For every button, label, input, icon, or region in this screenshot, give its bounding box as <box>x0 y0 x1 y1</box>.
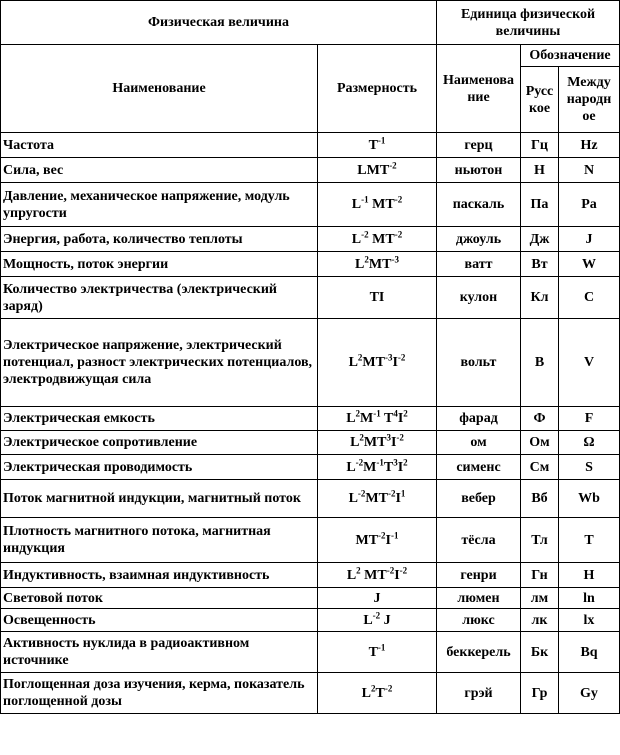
table-row <box>1 632 620 673</box>
dimension-formula <box>318 133 437 158</box>
table-row <box>1 431 620 455</box>
header-international: Между народн ое <box>559 67 620 133</box>
table-row <box>1 455 620 480</box>
dimension-base: I <box>397 459 404 475</box>
dimension-exponent: -3 <box>391 253 399 264</box>
unit-name: люмен <box>437 588 521 609</box>
table-row <box>1 252 620 277</box>
dimension-exponent: 2 <box>359 432 364 443</box>
international-symbol: Pa <box>559 183 620 227</box>
dimension-exponent: -2 <box>386 564 395 575</box>
international-symbol: N <box>559 158 620 183</box>
dimension-formula <box>318 588 437 609</box>
dimension-base: T <box>368 137 378 153</box>
dimension-base: T <box>375 685 385 701</box>
dimension-base: L <box>348 491 358 506</box>
dimension-base: MT <box>365 491 388 506</box>
table-row <box>1 319 620 407</box>
quantity-name: Электрическое напряжение, электрический потенциал, разност электрических потенциалов, электродвижущая сила <box>1 319 318 407</box>
dimension-exponent: 1 <box>400 488 406 499</box>
unit-name: джоуль <box>437 227 521 252</box>
russian-symbol: Вт <box>521 252 559 277</box>
international-symbol: ln <box>559 588 620 609</box>
dimension-formula <box>318 673 437 714</box>
dimension-exponent: -2 <box>387 488 396 499</box>
dimension-exponent: -2 <box>384 682 393 693</box>
russian-symbol: Н <box>521 158 559 183</box>
dimension-exponent: 2 <box>355 408 361 419</box>
dimension-exponent: -2 <box>389 159 397 170</box>
quantity-name: Активность нуклида в радиоактивном источнике <box>1 632 318 673</box>
dimension-exponent: 2 <box>403 408 408 419</box>
dimension-base: LMT <box>357 162 390 178</box>
russian-symbol: Дж <box>521 227 559 252</box>
unit-name: вебер <box>437 480 521 518</box>
international-symbol: Bq <box>559 632 620 673</box>
dimension-base: MT <box>368 256 392 272</box>
international-symbol: F <box>559 407 620 431</box>
dimension-base: L <box>348 355 358 370</box>
international-symbol: W <box>559 252 620 277</box>
dimension-base: T <box>368 644 378 660</box>
dimension-formula <box>318 480 437 518</box>
dimension-exponent: -2 <box>394 194 403 205</box>
table-row <box>1 133 620 158</box>
quantity-name: Энергия, работа, количество теплоты <box>1 227 318 252</box>
dimension-formula <box>318 431 437 455</box>
international-symbol: lx <box>559 609 620 632</box>
dimension-formula <box>318 518 437 563</box>
dimension-base: MT <box>368 197 395 212</box>
dimension-base: I <box>390 435 397 450</box>
russian-symbol: Гр <box>521 673 559 714</box>
dimension-base: I <box>392 355 398 370</box>
russian-symbol: лк <box>521 609 559 632</box>
quantity-name: Поток магнитной индукции, магнитный поток <box>1 480 318 518</box>
dimension-formula <box>318 455 437 480</box>
dimension-base: L <box>350 435 360 450</box>
dimension-formula <box>318 277 437 319</box>
russian-symbol: Вб <box>521 480 559 518</box>
unit-name: сименс <box>437 455 521 480</box>
russian-symbol: Тл <box>521 518 559 563</box>
international-symbol: Hz <box>559 133 620 158</box>
unit-name: люкс <box>437 609 521 632</box>
header-name: Наименование <box>1 45 318 133</box>
table-row <box>1 407 620 431</box>
international-symbol: S <box>559 455 620 480</box>
quantity-name: Мощность, поток энергии <box>1 252 318 277</box>
dimension-base: MT <box>362 355 385 370</box>
dimension-exponent: -2 <box>361 228 369 239</box>
dimension-exponent: -2 <box>357 488 366 499</box>
dimension-base: MT <box>360 567 387 583</box>
quantity-name: Электрическое сопротивление <box>1 431 318 455</box>
dimension-base: T <box>383 459 394 475</box>
table-row <box>1 588 620 609</box>
dimension-exponent: 3 <box>393 456 398 467</box>
unit-name: тёсла <box>437 518 521 563</box>
dimension-base: M <box>363 459 377 475</box>
dimension-exponent: -2 <box>394 228 403 239</box>
table-body <box>1 133 620 714</box>
dimension-exponent: 4 <box>393 408 398 419</box>
dimension-base: L <box>351 197 362 212</box>
dimension-base: L <box>346 567 357 583</box>
russian-symbol: лм <box>521 588 559 609</box>
dimension-base: MT <box>368 231 395 247</box>
dimension-base: L <box>361 685 371 701</box>
table-row <box>1 518 620 563</box>
unit-name: паскаль <box>437 183 521 227</box>
dimension-base: M <box>360 411 374 426</box>
dimension-exponent: 2 <box>403 456 408 467</box>
dimension-formula <box>318 407 437 431</box>
dimension-exponent: -1 <box>361 194 369 205</box>
quantity-name: Сила, вес <box>1 158 318 183</box>
dimension-exponent: -3 <box>384 352 393 363</box>
russian-symbol: Бк <box>521 632 559 673</box>
dimension-formula <box>318 158 437 183</box>
dimension-base: I <box>397 411 404 426</box>
dimension-exponent: -2 <box>372 609 381 620</box>
table-row <box>1 563 620 588</box>
dimension-base: J <box>373 590 381 606</box>
dimension-exponent: 2 <box>364 253 369 264</box>
international-symbol: H <box>559 563 620 588</box>
dimension-base: I <box>394 567 400 583</box>
russian-symbol: См <box>521 455 559 480</box>
header-dimension: Размерность <box>318 45 437 133</box>
quantity-name: Поглощенная доза изучения, керма, показатель поглощенной дозы <box>1 673 318 714</box>
russian-symbol: Гц <box>521 133 559 158</box>
international-symbol: Wb <box>559 480 620 518</box>
dimension-exponent: -1 <box>376 456 384 467</box>
quantity-name: Световой поток <box>1 588 318 609</box>
unit-name: ом <box>437 431 521 455</box>
unit-name: беккерель <box>437 632 521 673</box>
dimension-base: L <box>351 231 362 247</box>
dimension-formula <box>318 183 437 227</box>
dimension-exponent: 3 <box>386 432 391 443</box>
header-unit-name: Наименова ние <box>437 45 521 133</box>
unit-name: ватт <box>437 252 521 277</box>
international-symbol: C <box>559 277 620 319</box>
russian-symbol: Кл <box>521 277 559 319</box>
header-russian: Русс кое <box>521 67 559 133</box>
international-symbol: V <box>559 319 620 407</box>
unit-name: грэй <box>437 673 521 714</box>
dimension-formula <box>318 319 437 407</box>
international-symbol: Ω <box>559 431 620 455</box>
dimension-formula <box>318 632 437 673</box>
table-row <box>1 158 620 183</box>
table-row <box>1 673 620 714</box>
dimension-exponent: -2 <box>399 564 408 575</box>
international-symbol: T <box>559 518 620 563</box>
dimension-formula <box>318 563 437 588</box>
dimension-base: L <box>346 411 356 426</box>
russian-symbol: В <box>521 319 559 407</box>
dimension-formula <box>318 252 437 277</box>
dimension-exponent: -2 <box>396 432 404 443</box>
dimension-exponent: -1 <box>377 134 386 145</box>
russian-symbol: Ом <box>521 431 559 455</box>
table-row <box>1 480 620 518</box>
unit-name: кулон <box>437 277 521 319</box>
dimension-exponent: 2 <box>357 352 363 363</box>
dimension-base: L <box>355 256 365 272</box>
header-phys-quantity: Физическая величина <box>1 1 437 45</box>
unit-name: генри <box>437 563 521 588</box>
quantity-name: Частота <box>1 133 318 158</box>
dimension-base: T <box>380 411 394 426</box>
dimension-exponent: 2 <box>371 682 376 693</box>
quantity-name: Количество электричества (электрический заряд) <box>1 277 318 319</box>
table-row <box>1 609 620 632</box>
quantity-name: Индуктивность, взаимная индуктивность <box>1 563 318 588</box>
dimension-base: J <box>380 612 391 628</box>
dimension-formula <box>318 609 437 632</box>
dimension-base: I <box>385 532 391 548</box>
table-row <box>1 277 620 319</box>
dimension-base: MT <box>355 532 379 548</box>
dimension-base: L <box>363 612 373 628</box>
table-row <box>1 227 620 252</box>
russian-symbol: Ф <box>521 407 559 431</box>
table-row <box>1 183 620 227</box>
quantity-name: Освещенность <box>1 609 318 632</box>
unit-name: вольт <box>437 319 521 407</box>
international-symbol: J <box>559 227 620 252</box>
russian-symbol: Па <box>521 183 559 227</box>
dimension-exponent: 2 <box>356 564 361 575</box>
dimension-base: L <box>346 459 356 475</box>
dimension-exponent: -2 <box>397 352 406 363</box>
dimension-exponent: -1 <box>377 641 386 652</box>
quantity-name: Электрическая емкость <box>1 407 318 431</box>
header-designation: Обозначение <box>521 45 620 67</box>
unit-name: ньютон <box>437 158 521 183</box>
dimension-exponent: -2 <box>378 529 386 540</box>
russian-symbol: Гн <box>521 563 559 588</box>
quantity-name: Давление, механическое напряжение, модуль упругости <box>1 183 318 227</box>
dimension-base: MT <box>363 435 387 450</box>
dimension-base: I <box>395 491 401 506</box>
dimension-exponent: -1 <box>373 408 381 419</box>
quantity-name: Плотность магнитного потока, магнитная индукция <box>1 518 318 563</box>
quantity-name: Электрическая проводимость <box>1 455 318 480</box>
unit-name: герц <box>437 133 521 158</box>
dimension-exponent: -1 <box>391 529 399 540</box>
unit-name: фарад <box>437 407 521 431</box>
header-unit: Единица физической величины <box>437 1 620 45</box>
international-symbol: Gy <box>559 673 620 714</box>
dimension-base: TI <box>369 290 385 305</box>
dimension-formula <box>318 227 437 252</box>
dimension-exponent: -2 <box>355 456 364 467</box>
